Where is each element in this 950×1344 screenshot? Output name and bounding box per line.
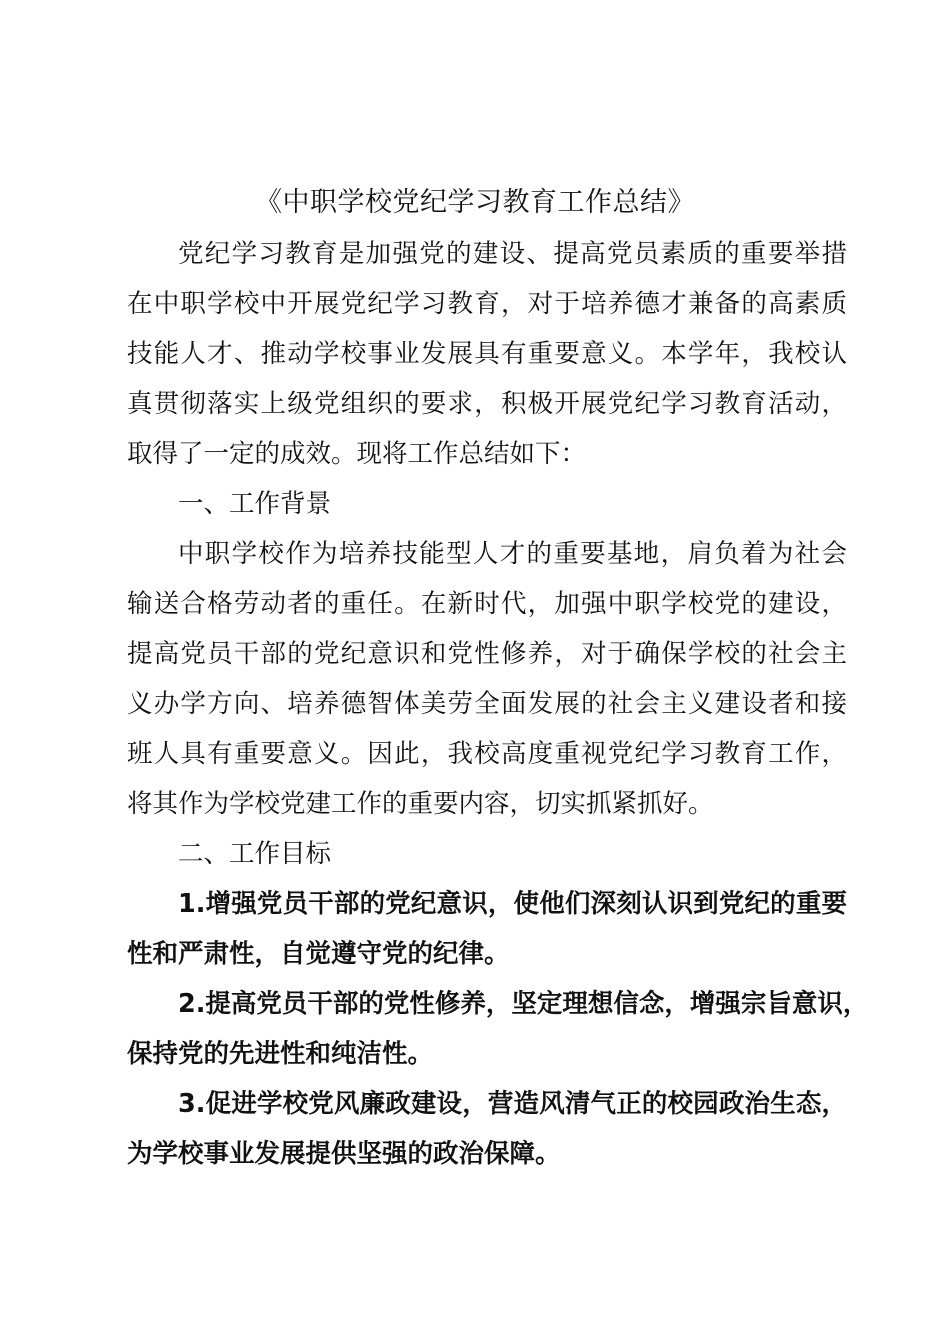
goal-item-3-line-2: 为学校事业发展提供坚强的政治保障。 <box>127 1139 561 1169</box>
goal-item-1-line-1: 1.增强党员干部的党纪意识，使他们深刻认识到党纪的重要 <box>178 889 847 919</box>
background-paragraph-line-1: 中职学校作为培养技能型人才的重要基地，肩负着为社会 <box>178 539 847 569</box>
background-paragraph-line-3: 提高党员干部的党纪意识和党性修养，对于确保学校的社会主 <box>127 639 847 669</box>
goal-item-2-line-2: 保持党的先进性和纯洁性。 <box>127 1039 434 1069</box>
goal-item-2-line-1: 2.提高党员干部的党性修养，坚定理想信念，增强宗旨意识， <box>178 989 869 1019</box>
intro-paragraph-line-5: 取得了一定的成效。现将工作总结如下： <box>127 439 587 469</box>
goal-item-1-line-2: 性和严肃性，自觉遵守党的纪律。 <box>127 939 510 969</box>
goal-item-3-line-1: 3.促进学校党风廉政建设，营造风清气正的校园政治生态， <box>178 1089 847 1119</box>
background-paragraph-line-5: 班人具有重要意义。因此，我校高度重视党纪学习教育工作， <box>127 739 847 769</box>
intro-paragraph-line-4: 真贯彻落实上级党组织的要求，积极开展党纪学习教育活动， <box>127 389 847 419</box>
section-heading-background: 一、工作背景 <box>178 489 332 519</box>
intro-paragraph-line-2: 在中职学校中开展党纪学习教育，对于培养德才兼备的高素质 <box>127 289 847 319</box>
background-paragraph-line-2: 输送合格劳动者的重任。在新时代，加强中职学校党的建设， <box>127 589 847 619</box>
document-title: 《中职学校党纪学习教育工作总结》 <box>255 187 695 218</box>
background-paragraph-line-4: 义办学方向、培养德智体美劳全面发展的社会主义建设者和接 <box>127 689 847 719</box>
intro-paragraph-line-3: 技能人才、推动学校事业发展具有重要意义。本学年，我校认 <box>127 339 847 369</box>
background-paragraph-line-6: 将其作为学校党建工作的重要内容，切实抓紧抓好。 <box>127 789 714 819</box>
intro-paragraph-line-1: 党纪学习教育是加强党的建设、提高党员素质的重要举措 <box>178 239 847 269</box>
section-heading-goals: 二、工作目标 <box>178 839 332 869</box>
